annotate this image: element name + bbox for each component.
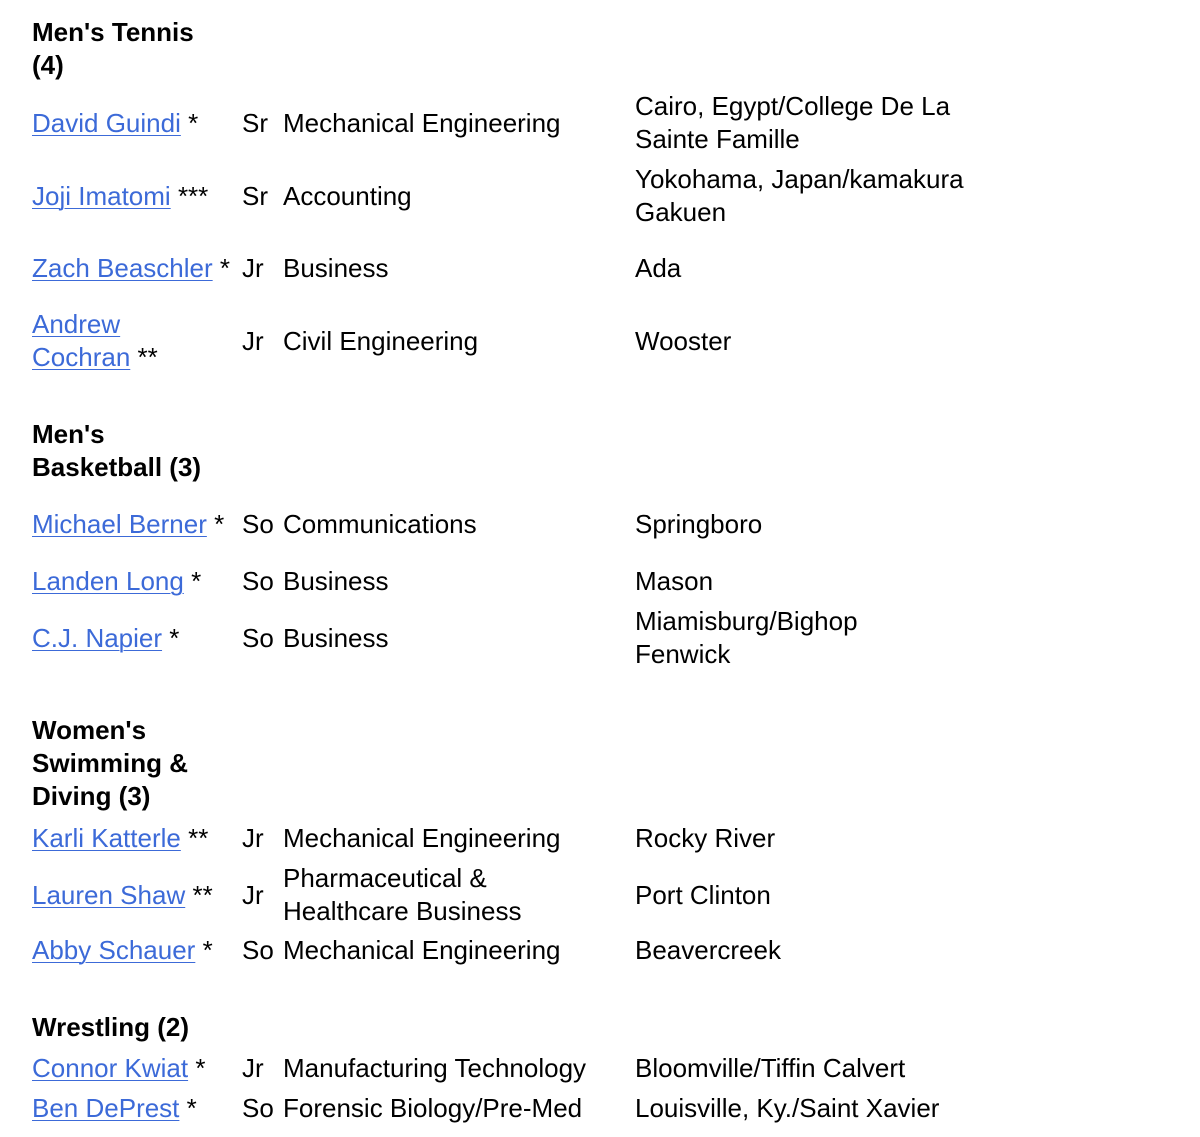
- athlete-link[interactable]: Karli Katterle: [32, 822, 181, 853]
- table-row: [32, 818, 1182, 858]
- major: Forensic Biology/Pre-Med: [283, 1092, 583, 1123]
- athlete-link[interactable]: Michael Berner: [32, 508, 207, 539]
- class-year: Jr: [242, 325, 264, 356]
- honor-stars: **: [188, 822, 209, 853]
- section-title: Men's Basketball (3): [32, 419, 202, 482]
- honor-stars: *: [191, 565, 202, 596]
- major-cell: [283, 161, 628, 231]
- year-cell: [242, 930, 284, 970]
- hometown: Yokohama, Japan/kamakura Gakuen: [635, 164, 964, 227]
- major-cell: [283, 561, 628, 601]
- name-cell: [32, 161, 237, 231]
- hometown: Mason: [635, 565, 714, 596]
- honor-stars: *: [195, 1052, 206, 1083]
- major-cell: [283, 603, 628, 673]
- name-cell: [32, 1048, 237, 1088]
- major: Business: [283, 252, 389, 283]
- table-row: [32, 1048, 1182, 1088]
- athlete-link[interactable]: Ben DePrest: [32, 1092, 180, 1123]
- honor-stars: **: [137, 342, 158, 372]
- year-cell: [242, 1048, 284, 1088]
- table-row: [32, 930, 1182, 970]
- class-year: So: [242, 508, 274, 539]
- table-row: [32, 1088, 1182, 1128]
- hometown-cell: [635, 860, 980, 930]
- year-cell: [242, 860, 284, 930]
- major: Mechanical Engineering: [283, 934, 561, 965]
- class-year: So: [242, 565, 274, 596]
- hometown: Beavercreek: [635, 934, 781, 965]
- hometown-cell: [635, 306, 980, 376]
- year-cell: [242, 1088, 284, 1128]
- major: Business: [283, 565, 389, 596]
- name-cell: [32, 860, 237, 930]
- table-row: [32, 161, 1182, 231]
- honor-stars: *: [188, 107, 199, 138]
- class-year: Jr: [242, 879, 264, 910]
- section-title: Men's Tennis (4): [32, 17, 194, 80]
- hometown-cell: [635, 88, 955, 158]
- major-cell: [283, 930, 628, 970]
- honor-stars: **: [192, 879, 213, 910]
- year-cell: [242, 161, 284, 231]
- major-cell: [283, 860, 573, 930]
- hometown-cell: [635, 603, 915, 673]
- table-row: [32, 561, 1182, 601]
- name-cell: [32, 306, 182, 376]
- athlete-link[interactable]: Connor Kwiat: [32, 1052, 189, 1083]
- year-cell: [242, 233, 284, 303]
- class-year: Sr: [242, 107, 268, 138]
- honor-stars: *: [202, 934, 213, 965]
- hometown: Springboro: [635, 508, 763, 539]
- hometown: Bloomville/Tiffin Calvert: [635, 1052, 906, 1083]
- year-cell: [242, 306, 284, 376]
- hometown: Ada: [635, 252, 682, 283]
- athlete-link[interactable]: Zach Beaschler: [32, 252, 213, 283]
- name-cell: [32, 603, 237, 673]
- hometown-cell: [635, 233, 980, 303]
- hometown: Miamisburg/Bighop Fenwick: [635, 606, 858, 669]
- class-year: Jr: [242, 822, 264, 853]
- major-cell: [283, 1088, 628, 1128]
- section-title: Wrestling (2): [32, 1012, 189, 1042]
- athlete-link[interactable]: Andrew Cochran: [32, 309, 131, 372]
- table-row: [32, 489, 1182, 559]
- table-row: [32, 603, 1182, 673]
- hometown-cell: [635, 561, 980, 601]
- table-row: [32, 233, 1182, 303]
- class-year: So: [242, 622, 274, 653]
- year-cell: [242, 88, 284, 158]
- section-title: Women's Swimming & Diving (3): [32, 715, 189, 811]
- name-cell: [32, 489, 237, 559]
- honor-stars: *: [186, 1092, 197, 1123]
- athlete-link[interactable]: Landen Long: [32, 565, 184, 596]
- major-cell: [283, 818, 628, 858]
- hometown: Louisville, Ky./Saint Xavier: [635, 1092, 940, 1123]
- table-row: [32, 88, 1182, 158]
- class-year: Jr: [242, 1052, 264, 1083]
- major: Business: [283, 622, 389, 653]
- honor-stars: *: [219, 252, 231, 283]
- major-cell: [283, 233, 628, 303]
- name-cell: [32, 88, 237, 158]
- table-row: [32, 860, 1182, 930]
- hometown: Rocky River: [635, 822, 776, 853]
- year-cell: [242, 561, 284, 601]
- name-cell: [32, 233, 237, 303]
- hometown-cell: [635, 1088, 995, 1128]
- year-cell: [242, 489, 284, 559]
- year-cell: [242, 603, 284, 673]
- major: Accounting: [283, 180, 412, 211]
- hometown-cell: [635, 161, 975, 231]
- class-year: Sr: [242, 180, 268, 211]
- honor-stars: ***: [177, 180, 209, 211]
- athlete-link[interactable]: C.J. Napier: [32, 622, 163, 653]
- class-year: So: [242, 1092, 274, 1123]
- honor-stars: *: [214, 508, 225, 539]
- hometown: Cairo, Egypt/College De La Sainte Famille: [635, 91, 951, 154]
- year-cell: [242, 818, 284, 858]
- table-row: [32, 306, 1182, 376]
- honor-stars: *: [169, 622, 180, 653]
- major-cell: [283, 306, 628, 376]
- major: Pharmaceutical & Healthcare Business: [283, 863, 522, 926]
- major: Mechanical Engineering: [283, 107, 561, 138]
- hometown-cell: [635, 930, 980, 970]
- name-cell: [32, 1088, 237, 1128]
- major: Mechanical Engineering: [283, 822, 561, 853]
- athlete-link[interactable]: David Guindi: [32, 107, 181, 138]
- name-cell: [32, 930, 247, 970]
- major-cell: [283, 1048, 628, 1088]
- major: Manufacturing Technology: [283, 1052, 587, 1083]
- name-cell: [32, 818, 237, 858]
- athlete-link[interactable]: Abby Schauer: [32, 934, 196, 965]
- class-year: So: [242, 934, 274, 965]
- class-year: Jr: [242, 252, 264, 283]
- hometown-cell: [635, 818, 980, 858]
- major: Communications: [283, 508, 477, 539]
- major: Civil Engineering: [283, 325, 479, 356]
- hometown-cell: [635, 1048, 980, 1088]
- major-cell: [283, 489, 628, 559]
- hometown: Port Clinton: [635, 879, 771, 910]
- hometown: Wooster: [635, 325, 732, 356]
- name-cell: [32, 561, 237, 601]
- athlete-link[interactable]: Joji Imatomi: [32, 180, 171, 211]
- hometown-cell: [635, 489, 980, 559]
- major-cell: [283, 88, 628, 158]
- athlete-link[interactable]: Lauren Shaw: [32, 879, 186, 910]
